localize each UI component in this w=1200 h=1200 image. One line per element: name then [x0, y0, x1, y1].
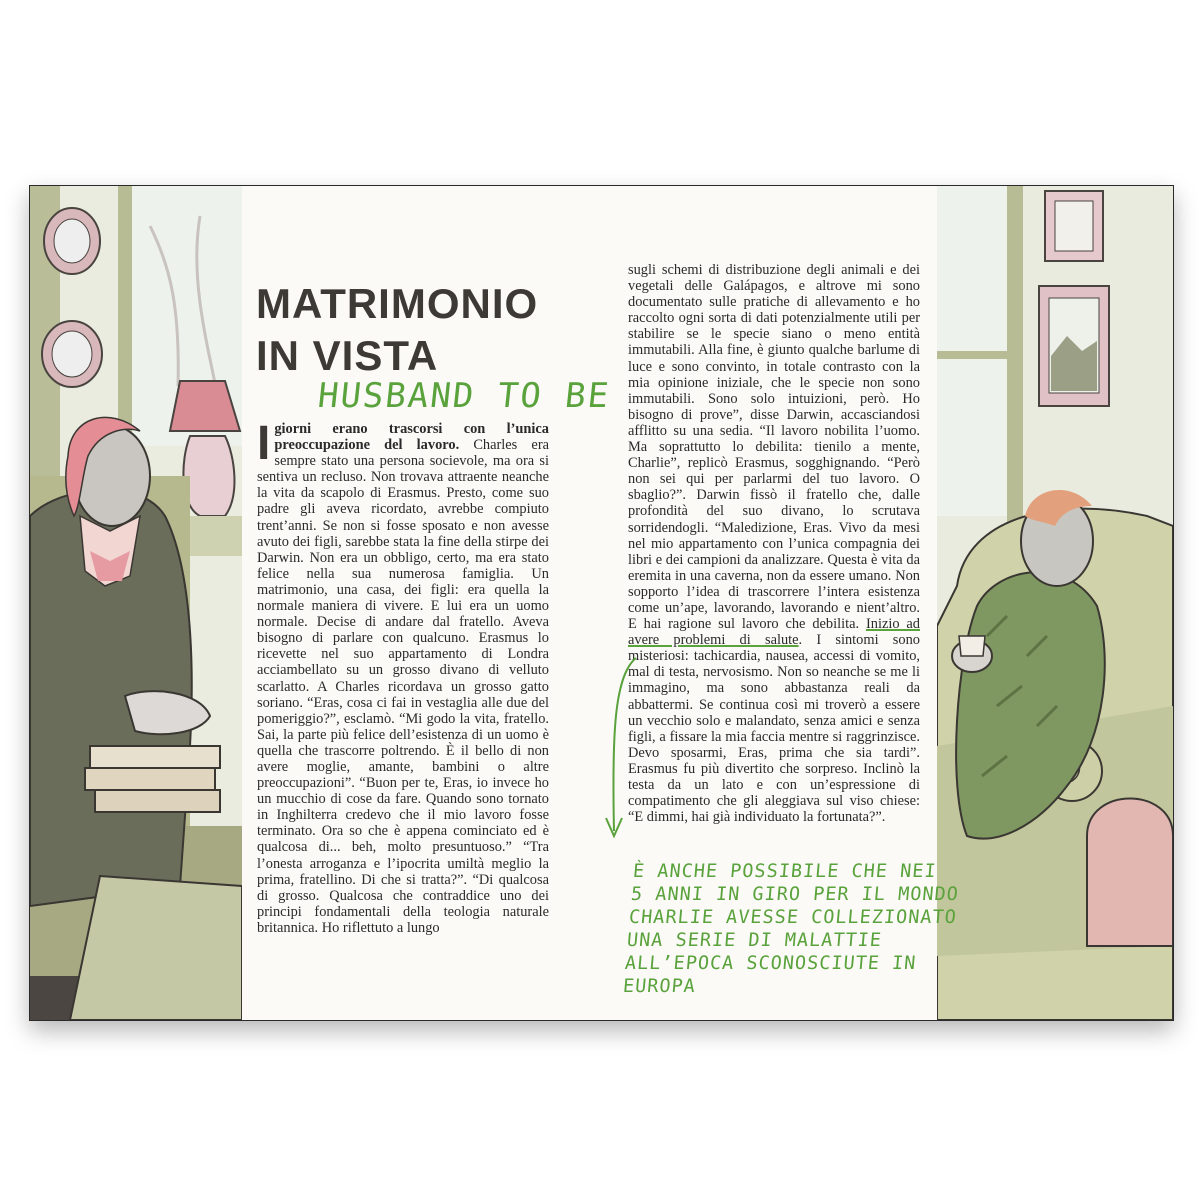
- text-column-right: [628, 262, 920, 825]
- annotation-arrow-icon: [600, 656, 640, 846]
- note-line-2: 5 ANNI IN GIRO PER IL MONDO: [630, 884, 960, 905]
- title-line-2: IN VISTA: [256, 332, 439, 379]
- note-line-5: ALL’EPOCA SCONOSCIUTE IN EUROPA: [622, 953, 918, 997]
- title-line-1: MATRIMONIO: [256, 280, 539, 327]
- book-spread: [29, 185, 1174, 1021]
- illustration-erasmus: [937, 186, 1173, 1020]
- subtitle-handwritten: HUSBAND TO BE: [315, 376, 613, 416]
- drop-cap: I: [257, 417, 271, 470]
- text-column-left: [257, 417, 549, 936]
- underlined-phrase: Inizio ad avere problemi di salute: [628, 616, 920, 649]
- left-body-text: Charles era sempre stato una persona socievole, ma ora si sentiva un recluso. Non trovava attraente neanche la vita da scapolo di Erasmus. Presto, come suo padre gli aveva ricordato, avrebbe compiuto trent’anni. Se non si fosse sposato e non avesse avuto dei figli, sarebbe stata la fine della stirpe dei Darwin. Non era un obbligo, certo, ma era stato felice nella sua numerosa famiglia. Un matrimonio, una casa, dei figli: era quella la normale maniera di vivere. E lui era un uomo normale. Decise di andare dal fratello. Aveva bisogno di parlare con qualcuno. Erasmus lo ricevette nel suo appartamento di Londra acciambellato su un grosso divano di velluto scarlatto. A Charles ricordava un grosso gatto soriano. “Eras, cosa ci fai in vestaglia alle due del pomeriggio?”, esclamò. “Mi godo la vita, fratello. Sai, la parte più felice dell’esistenza di un uomo è quella che trascorre poltrendo. È il bello di non avere moglie, amante, bambini o altre preoccupazioni”. “Buon per te, Eras, io invece ho un mucchio di cose da fare. Quando sono tornato in Inghilterra credevo che il mio lavoro fosse terminato. Ora so che è appena cominciato ed è qualcosa di... beh, molto presuntuoso.” “Tra l’onesta arroganza e l’ipocrita umiltà meglio la prima, fratellino. Di che si tratta?”. “Di qualcosa di grosso. Qualcosa che contraddice uno dei principi fondamentali della teologia naturale britannica. Ho riflettuto a lungo: [257, 437, 549, 936]
- note-line-1: È ANCHE POSSIBILE CHE NEI: [632, 861, 938, 882]
- lead-in-text: giorni erano trascorsi con l’unica preoccupazione del lavoro.: [274, 421, 549, 454]
- right-body-text-2: . I sintomi sono misteriosi: tachicardia, nausea, accessi di vomito, mal di testa, nervosismo. Non so neanche se me li immagino, ma sono abbastanza reali da abbattermi. Se continua così mi troverò a essere un vecchio solo e malandato, senza amici e senza figli, a fissare la mia faccia mentre si raggrinzisce. Devo sposarmi, Eras, prima che sia tardi”. Erasmus fu più divertito che sorpreso. Inclinò la testa da un lato e con un’espressione di compatimento che gli aleggiava sul viso chiese: “E dimmi, hai già individuato la fortunata?”.: [628, 632, 920, 826]
- note-line-3: CHARLIE AVESSE COLLEZIONATO: [628, 907, 958, 928]
- page-title: [256, 278, 538, 382]
- note-line-4: UNA SERIE DI MALATTIE: [626, 930, 883, 951]
- illustration-charles: [30, 186, 242, 1020]
- right-body-text-1: sugli schemi di distribuzione degli animali e dei vegetali delle Galápagos, e altrove mi sono documentato sulle pratiche di allevamento e ho raccolto ogni sorta di dati potenzialmente utili per stabilire se le specie siano o meno entità immutabili. Alla fine, è giunto qualche barlume di luce e sono convinto, in totale contrasto con la mia opinione iniziale, che le specie non sono immutabili. Sono solo intuizioni, però. Ho bisogno di prove”, disse Darwin, accasciandosi afflitto su una sedia. “Il lavoro nobilita l’uomo. Ma soprattutto lo debilita: tienilo a mente, Charlie”, replicò Erasmus, sogghignando. “Però non sei qui per parlarmi del tuo lavoro. O sbaglio?”. Darwin fissò il fratello che, dalle profondità del suo divano, lo scrutava sorridendogli. “Maledizione, Eras. Vivo da mesi nel mio appartamento con l’unica compagnia dei libri e dei campioni da analizzare. Questa è vita da eremita in una caverna, non da essere umano. Non sopporto l’idea di trascorrere l’intera esistenza come un’ape, lavorando, lavorando e nient’altro. E hai ragione sul lavoro che debilita.: [628, 262, 920, 633]
- handwritten-note: [622, 860, 974, 998]
